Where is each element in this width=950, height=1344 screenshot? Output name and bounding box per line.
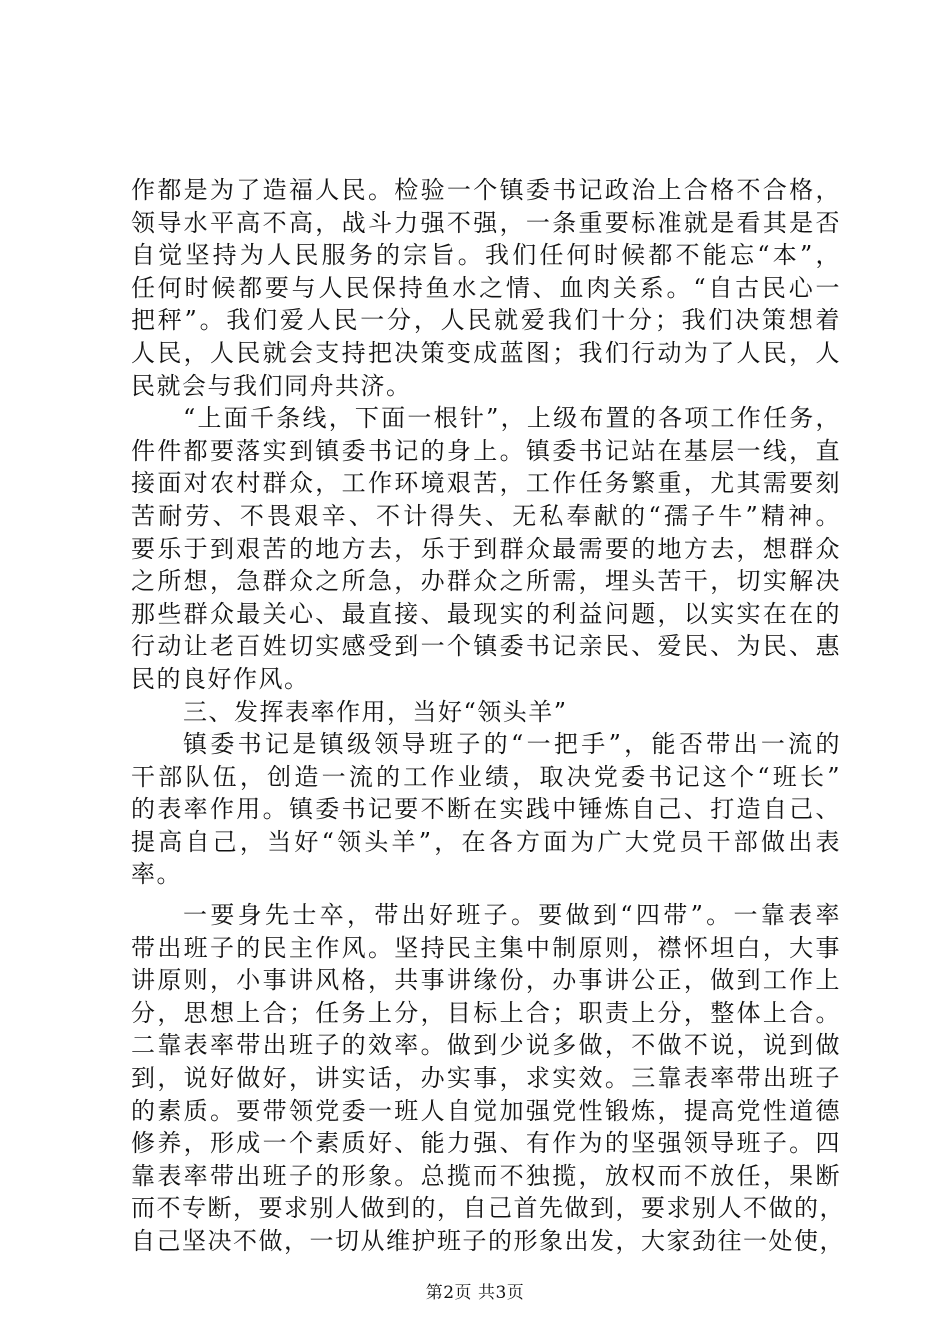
text-line: 人民，人民就会支持把决策变成蓝图；我们行动为了人民，人: [131, 338, 841, 367]
text-line: 那些群众最关心、最直接、最现实的利益问题，以实实在在的: [131, 599, 841, 628]
paragraph: [131, 728, 841, 891]
paragraph: [131, 174, 841, 402]
text-line: 接面对农村群众，工作环境艰苦，工作任务繁重，尤其需要刻: [131, 469, 841, 498]
text-line: 行动让老百姓切实感受到一个镇委书记亲民、爱民、为民、惠: [131, 632, 841, 661]
paragraph: [131, 696, 841, 729]
text-line: “上面千条线，下面一根针”，上级布置的各项工作任务，: [183, 404, 841, 433]
text-line: 自己坚决不做，一切从维护班子的形象出发，大家劲往一处使，: [131, 1227, 845, 1255]
text-line: 镇委书记是镇级领导班子的“一把手”，能否带出一流的: [183, 730, 841, 759]
text-line: 而不专断，要求别人做到的，自己首先做到，要求别人不做的，: [131, 1194, 845, 1223]
text-line: 要乐于到艰苦的地方去，乐于到群众最需要的地方去，想群众: [131, 534, 841, 563]
text-line: 到，说好做好，讲实话，办实事，求实效。三靠表率带出班子: [131, 1064, 841, 1093]
text-line: 三、发挥表率作用，当好“领头羊”: [183, 697, 568, 726]
text-line: 民就会与我们同舟共济。: [131, 371, 412, 400]
paragraph-gap: [131, 891, 841, 899]
page-footer: 第2页 共3页: [425, 1283, 525, 1303]
text-line: 把秤”。我们爱人民一分，人民就爱我们十分；我们决策想着: [131, 306, 841, 335]
paragraph: [131, 402, 841, 695]
text-line: 一要身先士卒，带出好班子。要做到“四带”。一靠表率: [183, 901, 841, 930]
text-line: 提高自己，当好“领头羊”，在各方面为广大党员干部做出表: [131, 827, 841, 856]
text-line: 率。: [131, 860, 182, 889]
text-line: 修养，形成一个素质好、能力强、有作为的坚强领导班子。四: [131, 1129, 841, 1158]
text-line: 领导水平高不高，战斗力强不强，一条重要标准就是看其是否: [131, 208, 841, 237]
text-line: 民的良好作风。: [131, 664, 310, 693]
text-line: 干部队伍，创造一流的工作业绩，取决党委书记这个“班长”: [131, 762, 841, 791]
text-line: 作都是为了造福人民。检验一个镇委书记政治上合格不合格，: [131, 176, 841, 204]
text-line: 的表率作用。镇委书记要不断在实践中锤炼自己、打造自己、: [131, 795, 841, 824]
text-line: 分，思想上合；任务上分，目标上合；职责上分，整体上合。: [131, 998, 841, 1027]
text-line: 件件都要落实到镇委书记的身上。镇委书记站在基层一线，直: [131, 436, 841, 465]
text-line: 苦耐劳、不畏艰辛、不计得失、无私奉献的“孺子牛”精神。: [131, 501, 841, 530]
document-body: [131, 174, 845, 1258]
paragraph: [131, 899, 845, 1258]
text-line: 讲原则，小事讲风格，共事讲缘份，办事讲公正，做到工作上: [131, 966, 841, 995]
text-line: 靠表率带出班子的形象。总揽而不独揽，放权而不放任，果断: [131, 1161, 841, 1190]
text-line: 带出班子的民主作风。坚持民主集中制原则，襟怀坦白，大事: [131, 933, 841, 962]
text-line: 自觉坚持为人民服务的宗旨。我们任何时候都不能忘“本”，: [131, 241, 841, 270]
text-line: 任何时候都要与人民保持鱼水之情、血肉关系。“自古民心一: [131, 273, 841, 302]
text-line: 二靠表率带出班子的效率。做到少说多做，不做不说，说到做: [131, 1031, 841, 1060]
text-line: 之所想，急群众之所急，办群众之所需，埋头苦干，切实解决: [131, 567, 841, 596]
text-line: 的素质。要带领党委一班人自觉加强党性锻炼，提高党性道德: [131, 1096, 841, 1125]
